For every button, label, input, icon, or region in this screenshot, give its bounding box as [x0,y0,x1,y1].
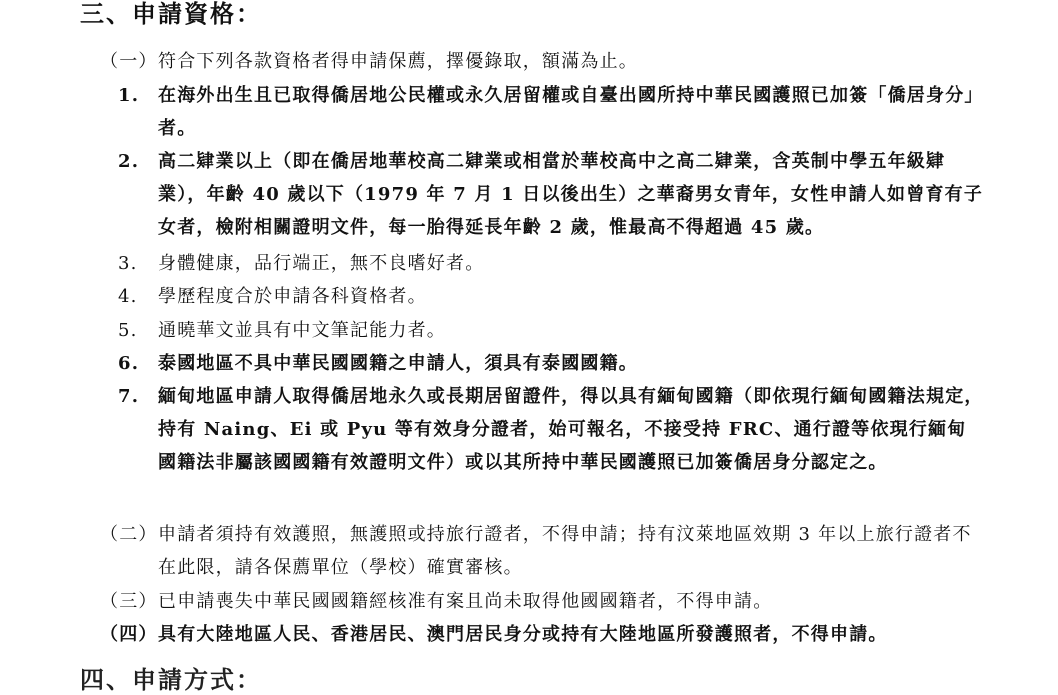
paragraph-text: 申請者須持有效護照，無護照或持旅行證者，不得申請；持有汶萊地區效期 3 年以上旅行證者不在此限，請各保薦單位（學校）確實審核。 [158,524,972,578]
list-item-number: 3. [118,253,138,274]
paragraph-4 [100,618,1000,651]
list-item-text: 泰國地區不具中華民國國籍之申請人，須具有泰國國籍。 [158,353,638,374]
paragraph-text: 具有大陸地區人民、香港居民、澳門居民身分或持有大陸地區所發護照者，不得申請。 [158,624,888,645]
list-item-5 [118,314,998,347]
paragraph-1 [100,45,1000,78]
list-item-4 [118,280,998,313]
list-item-text: 在海外出生且已取得僑居地公民權或永久居留權或自臺出國所持中華民國護照已加簽「僑居身分」者。 [158,85,984,139]
list-item-number: 4. [118,286,138,307]
list-item-number: 6. [118,353,140,374]
paragraph-text: 符合下列各款資格者得申請保薦，擇優錄取，額滿為止。 [158,51,638,72]
paragraph-3 [100,585,1000,618]
paragraph-marker: （二） [100,524,158,545]
list-item-text: 學歷程度合於申請各科資格者。 [158,286,427,307]
paragraph-marker: （四） [100,624,158,645]
list-item-text: 高二肄業以上（即在僑居地華校高二肄業或相當於華校高中之高二肄業，含英制中學五年級肄業），年齡 40 歲以下（1979 年 7 月 1 日以後出生）之華裔男女青年，女性申請人如曾育有子女者，檢附相關證明文件，每一胎得延長年齡 2 歲，惟最高不得超過 45 歲。 [158,151,984,238]
list-item-1 [118,79,998,145]
next-section-heading: 四、申請方式： [80,665,262,694]
list-item-number: 2. [118,151,140,172]
list-item-number: 1. [118,85,140,106]
paragraph-text: 已申請喪失中華民國國籍經核准有案且尚未取得他國國籍者，不得申請。 [158,591,773,612]
list-item-2 [118,145,998,244]
list-item-7 [118,380,998,479]
paragraph-marker: （三） [100,591,158,612]
list-item-text: 通曉華文並具有中文筆記能力者。 [158,320,446,341]
list-item-number: 7. [118,386,140,407]
list-item-text: 身體健康，品行端正，無不良嗜好者。 [158,253,485,274]
list-item-3 [118,247,998,280]
paragraph-2 [100,518,1000,584]
list-item-text: 緬甸地區申請人取得僑居地永久或長期居留證件，得以具有緬甸國籍（即依現行緬甸國籍法規定，持有 Naing、Ei 或 Pyu 等有效身分證者，始可報名，不接受持 FRC、通行證等依現行緬甸國籍法非屬該國國籍有效證明文件）或以其所持中華民國護照已加簽僑居身分認定之。 [158,386,984,473]
section-heading: 三、申請資格： [80,0,262,28]
paragraph-marker: （一） [100,51,158,72]
list-item-6 [118,347,998,380]
list-item-number: 5. [118,320,138,341]
